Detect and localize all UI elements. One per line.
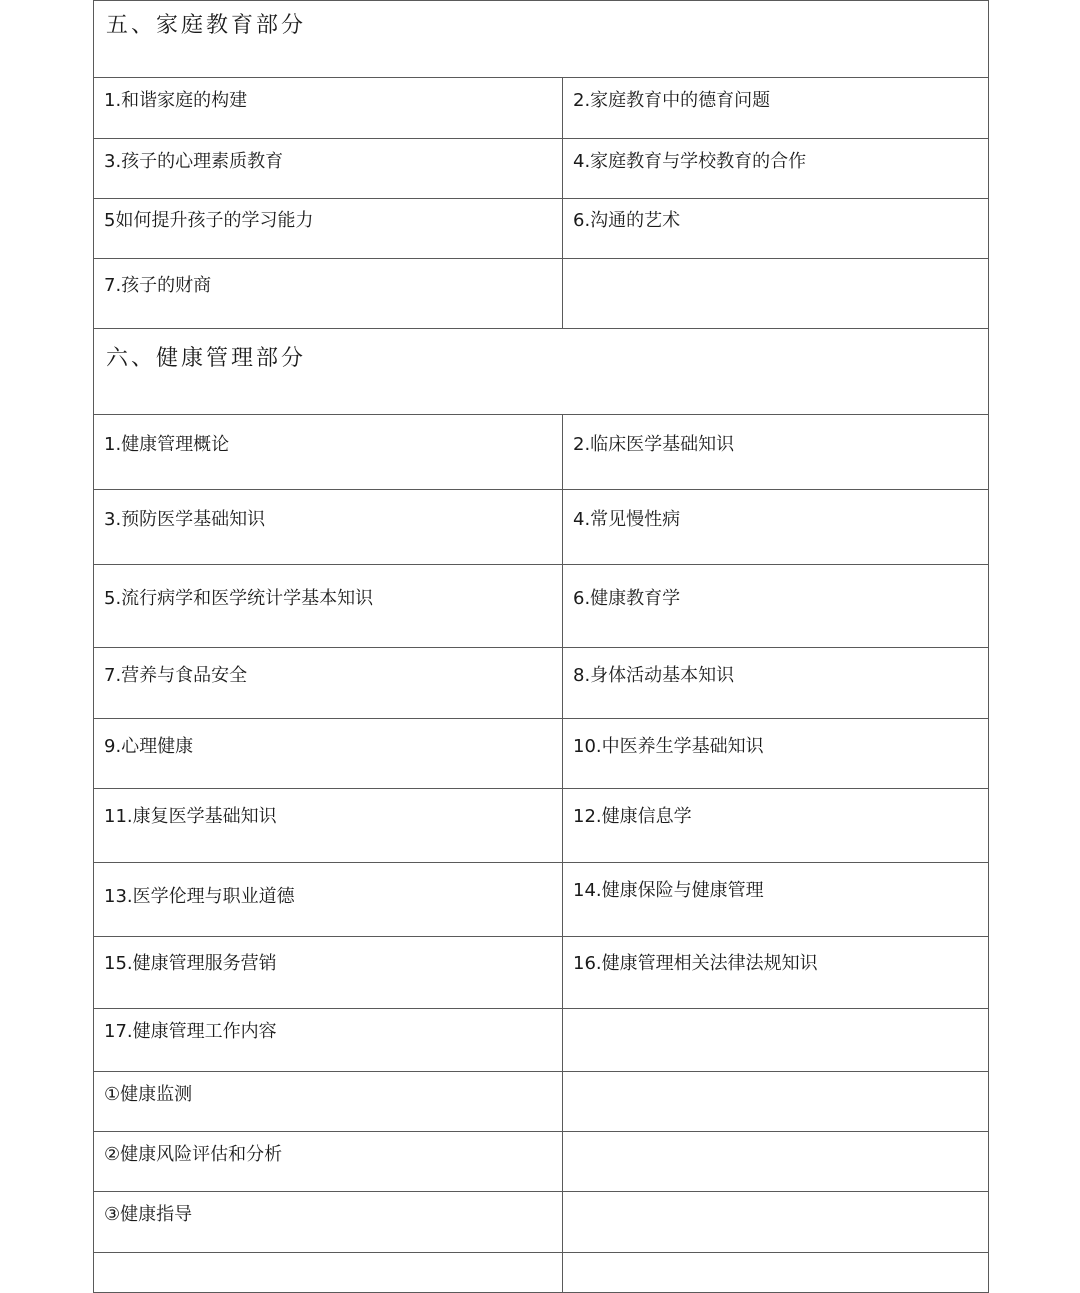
course-item-label: 4.常见慢性病 <box>573 509 681 530</box>
course-item-label: 8.身体活动基本知识 <box>573 665 735 686</box>
course-item-right <box>563 490 989 565</box>
course-item-left <box>94 490 563 565</box>
table-row <box>94 1009 989 1072</box>
course-item-left <box>94 565 563 648</box>
course-item-label: 2.临床医学基础知识 <box>573 434 735 455</box>
table-row <box>94 1192 989 1253</box>
course-item-left <box>94 863 563 937</box>
course-item-right <box>563 937 989 1009</box>
course-item-label: 7.孩子的财商 <box>104 275 212 296</box>
course-item-label: 1.和谐家庭的构建 <box>104 90 248 111</box>
course-item-left <box>94 719 563 789</box>
section-header-row <box>94 1 989 78</box>
course-item-label: 3.孩子的心理素质教育 <box>104 151 284 172</box>
course-item-left <box>94 648 563 719</box>
course-item-left <box>94 1072 563 1132</box>
course-item-right <box>563 1192 989 1253</box>
course-item-left <box>94 789 563 863</box>
course-item-label: ②健康风险评估和分析 <box>104 1144 283 1165</box>
course-item-left <box>94 415 563 490</box>
course-item-label: 15.健康管理服务营销 <box>104 953 277 974</box>
course-item-label: 5如何提升孩子的学习能力 <box>104 210 314 231</box>
course-item-right <box>563 139 989 199</box>
table-row <box>94 1132 989 1192</box>
course-item-label: 14.健康保险与健康管理 <box>573 880 764 901</box>
course-item-right <box>563 1253 989 1293</box>
course-item-label: 1.健康管理概论 <box>104 434 230 455</box>
table-row <box>94 78 989 139</box>
course-item-label: 6.健康教育学 <box>573 588 681 609</box>
course-item-label: 2.家庭教育中的德育问题 <box>573 90 771 111</box>
table-row <box>94 199 989 259</box>
course-item-label: ①健康监测 <box>104 1084 193 1105</box>
table-row <box>94 1253 989 1293</box>
course-item-label: 7.营养与食品安全 <box>104 665 248 686</box>
section-heading: 六、健康管理部分 <box>94 329 989 415</box>
table-row <box>94 863 989 937</box>
table-row <box>94 789 989 863</box>
course-item-label: ③健康指导 <box>104 1204 193 1225</box>
course-item-left <box>94 1009 563 1072</box>
table-row <box>94 1072 989 1132</box>
course-item-label: 4.家庭教育与学校教育的合作 <box>573 151 807 172</box>
course-item-left <box>94 139 563 199</box>
table-row <box>94 415 989 490</box>
course-item-left <box>94 1132 563 1192</box>
course-item-right <box>563 415 989 490</box>
course-item-right <box>563 648 989 719</box>
course-item-label: 3.预防医学基础知识 <box>104 509 266 530</box>
course-item-left <box>94 199 563 259</box>
course-item-label: 13.医学伦理与职业道德 <box>104 886 295 907</box>
course-item-label: 9.心理健康 <box>104 736 194 757</box>
table-row <box>94 139 989 199</box>
course-item-left <box>94 78 563 139</box>
table-row <box>94 719 989 789</box>
course-item-right <box>563 565 989 648</box>
course-item-right <box>563 1072 989 1132</box>
course-item-label: 10.中医养生学基础知识 <box>573 736 764 757</box>
course-item-right <box>563 863 989 937</box>
course-item-left <box>94 1192 563 1253</box>
course-item-label: 16.健康管理相关法律法规知识 <box>573 953 818 974</box>
section-header-row <box>94 329 989 415</box>
course-item-label: 17.健康管理工作内容 <box>104 1021 277 1042</box>
course-item-right <box>563 199 989 259</box>
course-item-label: 12.健康信息学 <box>573 806 692 827</box>
section-heading: 五、家庭教育部分 <box>94 1 989 78</box>
course-item-right <box>563 719 989 789</box>
course-item-label: 5.流行病学和医学统计学基本知识 <box>104 588 374 609</box>
curriculum-table <box>93 0 989 1293</box>
course-item-label: 11.康复医学基础知识 <box>104 806 277 827</box>
course-item-right <box>563 1132 989 1192</box>
course-item-right <box>563 1009 989 1072</box>
table-row <box>94 259 989 329</box>
course-item-right <box>563 259 989 329</box>
table-row <box>94 490 989 565</box>
course-item-left <box>94 259 563 329</box>
table-row <box>94 648 989 719</box>
table-row <box>94 565 989 648</box>
course-item-right <box>563 78 989 139</box>
course-item-left <box>94 937 563 1009</box>
course-item-right <box>563 789 989 863</box>
table-row <box>94 937 989 1009</box>
course-item-left <box>94 1253 563 1293</box>
course-item-label: 6.沟通的艺术 <box>573 210 681 231</box>
